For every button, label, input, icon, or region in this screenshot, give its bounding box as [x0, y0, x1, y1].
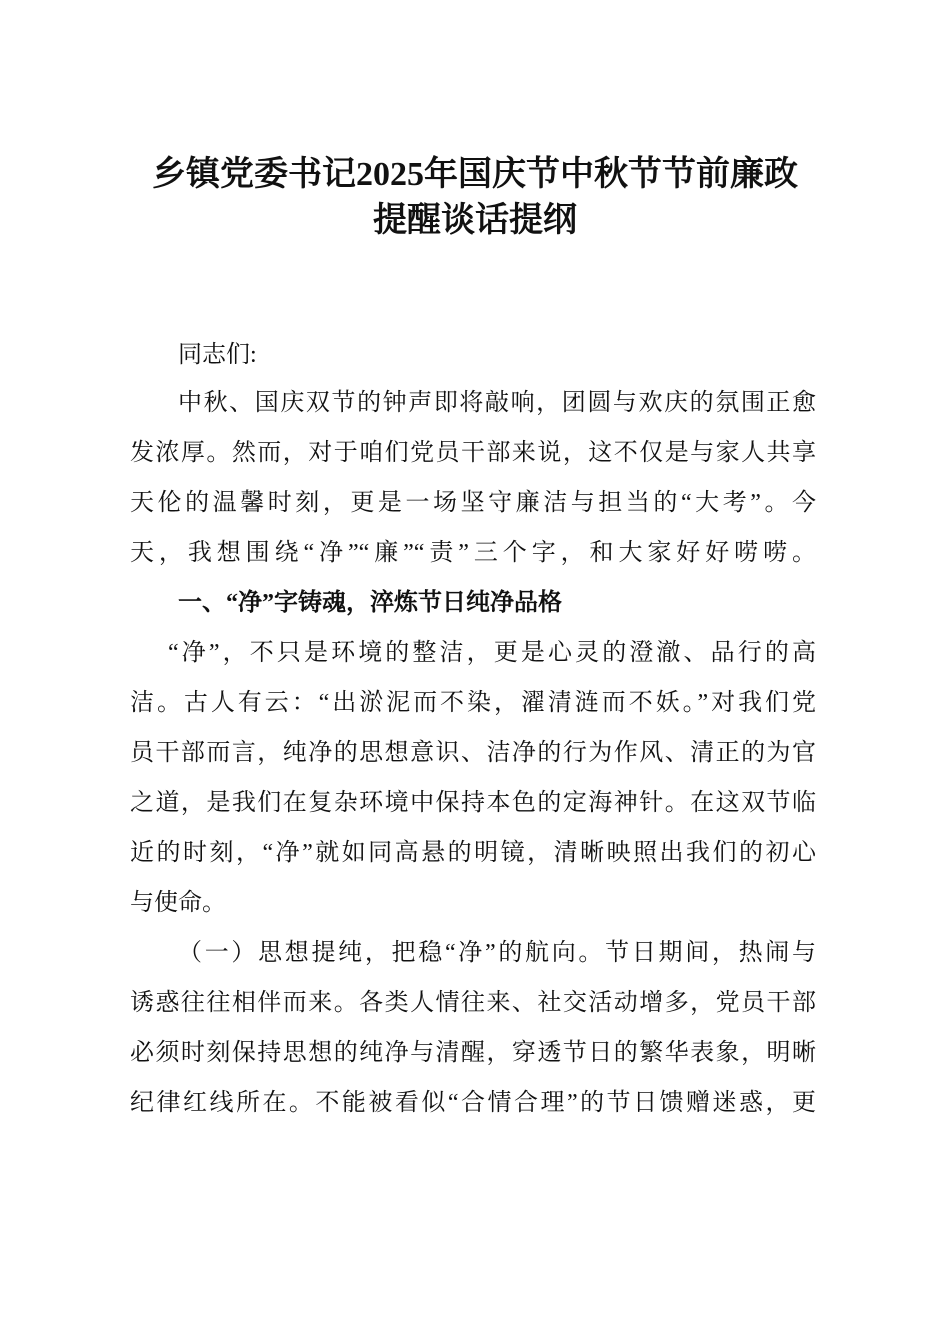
- paragraph-line: 必须时刻保持思想的纯净与清醒，穿透节日的繁华表象，明晰: [130, 1040, 816, 1066]
- paragraph-line: 中秋、国庆双节的钟声即将敲响，团圆与欢庆的氛围正愈: [178, 390, 816, 416]
- salutation: 同志们:: [178, 342, 257, 368]
- paragraph-line: 发浓厚。然而，对于咱们党员干部来说，这不仅是与家人共享: [130, 440, 816, 466]
- paragraph-line: 天伦的温馨时刻，更是一场坚守廉洁与担当的“大考”。今: [130, 490, 816, 516]
- paragraph-line: 纪律红线所在。不能被看似“合情合理”的节日馈赠迷惑，更: [130, 1090, 816, 1116]
- paragraph-line: 诱惑往往相伴而来。各类人情往来、社交活动增多，党员干部: [130, 990, 816, 1016]
- paragraph-line: （一）思想提纯，把稳“净”的航向。节日期间，热闹与: [178, 940, 816, 966]
- section-heading: 一、“净”字铸魂，淬炼节日纯净品格: [178, 590, 562, 616]
- paragraph-line: 洁。古人有云：“出淤泥而不染，濯清涟而不妖。”对我们党: [130, 690, 816, 716]
- title-line-2: 提醒谈话提纲: [373, 202, 577, 239]
- paragraph-line: 之道，是我们在复杂环境中保持本色的定海神针。在这双节临: [130, 790, 816, 816]
- document-body: [130, 378, 816, 1128]
- paragraph-line: 员干部而言，纯净的思想意识、洁净的行为作风、清正的为官: [130, 740, 816, 766]
- paragraph-line: “净”，不只是环境的整洁，更是心灵的澄澈、品行的高: [168, 640, 816, 666]
- paragraph-line: 与使命。: [130, 890, 226, 916]
- paragraph-line: 天，我想围绕“净”“廉”“责”三个字，和大家好好唠唠。: [130, 540, 816, 566]
- document-title: [100, 152, 850, 244]
- title-line-1: 乡镇党委书记2025年国庆节中秋节节前廉政: [152, 156, 798, 193]
- paragraph-line: 近的时刻，“净”就如同高悬的明镜，清晰映照出我们的初心: [130, 840, 816, 866]
